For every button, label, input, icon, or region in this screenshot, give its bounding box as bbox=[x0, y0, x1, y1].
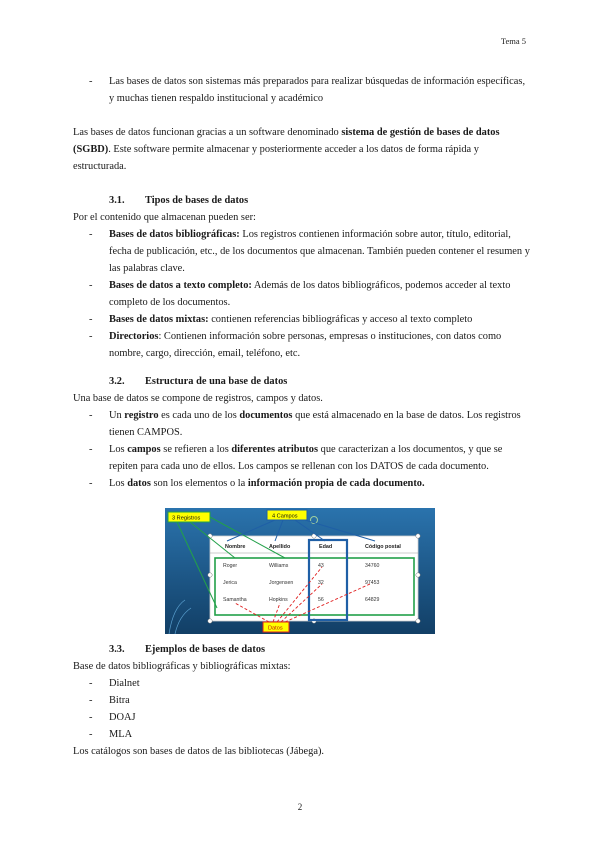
table-cell: Hopkins bbox=[269, 597, 288, 603]
section-3-3-title: Ejemplos de bases de datos bbox=[145, 644, 266, 655]
list-item: - Los datos son los elementos o la información propia de cada documento. bbox=[89, 478, 425, 489]
column-header: Edad bbox=[319, 544, 333, 550]
section-3-1 bbox=[73, 192, 531, 362]
list-item: - Dialnet bbox=[89, 678, 140, 689]
section-3-3-number: 3.3. bbox=[109, 644, 125, 655]
section-3-2-intro: Una base de datos se compone de registros, campos y datos. bbox=[73, 393, 323, 404]
column-header: Nombre bbox=[225, 544, 246, 550]
running-header: Tema 5 bbox=[500, 36, 526, 46]
section-3-1-heading bbox=[73, 192, 531, 209]
section-3-2-title: Estructura de una base de datos bbox=[145, 376, 288, 387]
column-header: Apellido bbox=[269, 544, 291, 550]
list-item: - Bitra bbox=[89, 695, 130, 706]
intro-bullet bbox=[73, 73, 531, 107]
section-3-2-number: 3.2. bbox=[109, 376, 125, 387]
datos-label: Datos bbox=[268, 625, 283, 632]
item-text: Además de los datos bibliográficos, podemos acceder al texto completo de los documentos. bbox=[109, 280, 511, 308]
table-cell: Jerica bbox=[223, 580, 237, 586]
list-item: - Bases de datos mixtas: contienen referencias bibliográficas y acceso al texto completo bbox=[89, 314, 473, 325]
database-structure-figure bbox=[165, 508, 435, 634]
bullet-dash: - bbox=[89, 76, 93, 87]
section-3-1-number: 3.1. bbox=[109, 195, 125, 206]
item-term: Bases de datos bibliográficas: bbox=[109, 229, 240, 240]
page-number: 2 bbox=[297, 802, 303, 812]
table-cell: 32 bbox=[318, 580, 324, 586]
list-item: - Un registro es cada uno de los documentos que está almacenado en la base de datos. Los registros tienen CAMPOS. bbox=[89, 410, 521, 438]
section-3-3-intro: Base de datos bibliográficas y bibliográficas mixtas: bbox=[73, 661, 291, 672]
item-text: contienen referencias bibliográficas y acceso al texto completo bbox=[208, 314, 473, 325]
table-cell: 56 bbox=[318, 597, 324, 603]
sgbd-paragraph bbox=[73, 124, 531, 175]
list-item: - Bases de datos a texto completo: Además de los datos bibliográficos, podemos acceder al texto completo de los documentos. bbox=[89, 280, 511, 308]
table-cell: Williams bbox=[269, 563, 289, 569]
registros-label: 3 Registros bbox=[172, 515, 201, 522]
campos-label: 4 Campos bbox=[272, 513, 298, 520]
item-text: Los registros contienen información sobre autor, título, editorial, fecha de publicación, etc., de los documentos que almacenan. También pueden contener el resumen y las palabras clave. bbox=[109, 229, 530, 274]
section-3-1-intro: Por el contenido que almacenan pueden ser: bbox=[73, 212, 256, 223]
sgbd-text-c: . Este software permite almacenar y posteriormente acceder a los datos de forma rápida y estructurada. bbox=[73, 144, 479, 172]
table-cell: 43 bbox=[318, 563, 324, 569]
table-cell: Samantha bbox=[223, 597, 247, 603]
section-3-2 bbox=[73, 373, 531, 492]
list-item: - Bases de datos bibliográficas: Los registros contienen información sobre autor, título, editorial, fecha de publicación, etc., de los documentos que almacenan. También pueden contener el resumen y las palabras clave. bbox=[89, 229, 530, 274]
intro-bullet-text: Las bases de datos son sistemas más preparados para realizar búsquedas de información específicas, y muchas tienen respaldo institucional y académico bbox=[109, 76, 526, 104]
item-text: : Contienen información sobre personas, empresas o instituciones, con datos como nombre, cargo, dirección, email, teléfono, etc. bbox=[109, 331, 502, 359]
item-term: Directorios bbox=[109, 331, 159, 342]
list-item: - Los campos se refieren a los diferentes atributos que caracterizan a los documentos, y que se repiten para cada uno de ellos. Los campos se rellenan con los DATOS de cada documento. bbox=[89, 444, 503, 472]
section-3-3-heading bbox=[73, 641, 531, 658]
list-item: - MLA bbox=[89, 729, 133, 740]
table-cell: 34760 bbox=[365, 563, 380, 569]
table-cell: Roger bbox=[223, 563, 238, 569]
list-item: - DOAJ bbox=[89, 712, 136, 723]
sgbd-term: sistema de gestión de bases de datos (SGBD) bbox=[73, 127, 500, 155]
table-cell: 64829 bbox=[365, 597, 380, 603]
list-item: - Directorios: Contienen información sobre personas, empresas o instituciones, con datos como nombre, cargo, dirección, email, teléfono, etc. bbox=[89, 331, 502, 359]
section-3-3 bbox=[73, 641, 531, 760]
item-term: Bases de datos a texto completo: bbox=[109, 280, 252, 291]
table-cell: 97453 bbox=[365, 580, 380, 586]
section-3-2-heading bbox=[73, 373, 531, 390]
section-3-3-closing: Los catálogos son bases de datos de las bibliotecas (Jábega). bbox=[73, 746, 325, 757]
sgbd-text-a: Las bases de datos funcionan gracias a un software denominado bbox=[73, 127, 342, 138]
table-cell: Jorgensen bbox=[269, 580, 294, 586]
column-header: Código postal bbox=[365, 544, 401, 550]
section-3-1-title: Tipos de bases de datos bbox=[145, 195, 249, 206]
item-term: Bases de datos mixtas: bbox=[109, 314, 209, 325]
